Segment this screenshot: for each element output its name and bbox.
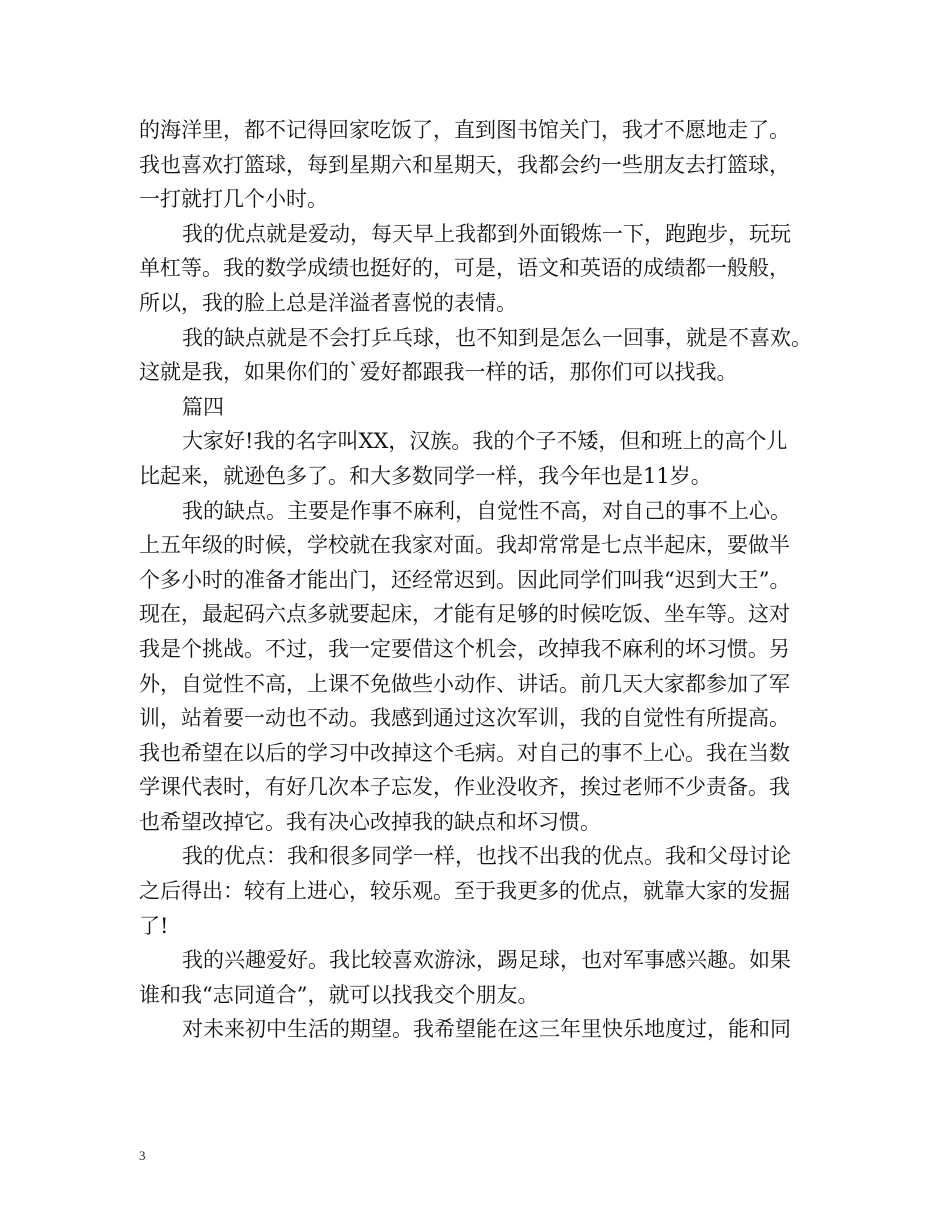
text-line: 我是个挑战。不过，我一定要借这个机会，改掉我不麻利的坏习惯。另 — [139, 636, 790, 661]
text-line: 一打就打几个小时。 — [139, 187, 328, 212]
text-line: 我的优点就是爱动，每天早上我都到外面锻炼一下，跑跑步，玩玩 — [182, 221, 791, 246]
text-line: 训，站着要一动也不动。我感到通过这次军训，我的自觉性有所提高。 — [139, 706, 790, 731]
text-line: 了! — [139, 913, 169, 938]
text-line: 我也喜欢打篮球，每到星期六和星期天，我都会约一些朋友去打篮球， — [139, 152, 790, 177]
text-line: 也希望改掉它。我有决心改掉我的缺点和坏习惯。 — [139, 809, 601, 834]
text-line: 对未来初中生活的期望。我希望能在这三年里快乐地度过，能和同 — [182, 1017, 791, 1042]
document-body — [139, 113, 839, 1047]
text-line: 所以，我的脸上总是洋溢者喜悦的表情。 — [139, 290, 517, 315]
text-line: 现在，最起码六点多就要起床，才能有足够的时候吃饭、坐车等。这对 — [139, 602, 790, 627]
text-line: 个多小时的准备才能出门，还经常迟到。因此同学们叫我“迟到大王”。 — [139, 567, 791, 592]
text-line: 这就是我，如果你们的`爱好都跟我一样的话，那你们可以找我。 — [139, 360, 738, 385]
text-line: 我的缺点就是不会打乒乓球，也不知到是怎么一回事，就是不喜欢。 — [182, 325, 812, 350]
text-line: 我的缺点。主要是作事不麻利，自觉性不高，对自己的事不上心。 — [182, 498, 791, 523]
text-line: 学课代表时，有好几次本子忘发，作业没收齐，挨过老师不少责备。我 — [139, 775, 790, 800]
text-line: 谁和我“志同道合”，就可以找我交个朋友。 — [139, 982, 539, 1007]
text-line: 我的优点：我和很多同学一样，也找不出我的优点。我和父母讨论 — [182, 844, 791, 869]
text-line: 我的兴趣爱好。我比较喜欢游泳，踢足球，也对军事感兴趣。如果 — [182, 948, 791, 973]
text-line: 我也希望在以后的学习中改掉这个毛病。对自己的事不上心。我在当数 — [139, 740, 790, 765]
page-number: 3 — [139, 1148, 146, 1163]
text-line: 篇四 — [182, 394, 224, 419]
text-line: 大家好!我的名字叫XX，汉族。我的个子不矮，但和班上的高个儿 — [182, 429, 788, 454]
text-line: 之后得出：较有上进心，较乐观。至于我更多的优点，就靠大家的发掘 — [139, 879, 790, 904]
text-line: 单杠等。我的数学成绩也挺好的，可是，语文和英语的成绩都一般般， — [139, 256, 790, 281]
text-line: 外，自觉性不高，上课不免做些小动作、讲话。前几天大家都参加了军 — [139, 671, 790, 696]
text-line: 比起来，就逊色多了。和大多数同学一样，我今年也是11岁。 — [139, 463, 712, 488]
text-line: 上五年级的时候，学校就在我家对面。我却常常是七点半起床，要做半 — [139, 533, 790, 558]
text-line: 的海洋里，都不记得回家吃饭了，直到图书馆关门，我才不愿地走了。 — [139, 118, 790, 142]
